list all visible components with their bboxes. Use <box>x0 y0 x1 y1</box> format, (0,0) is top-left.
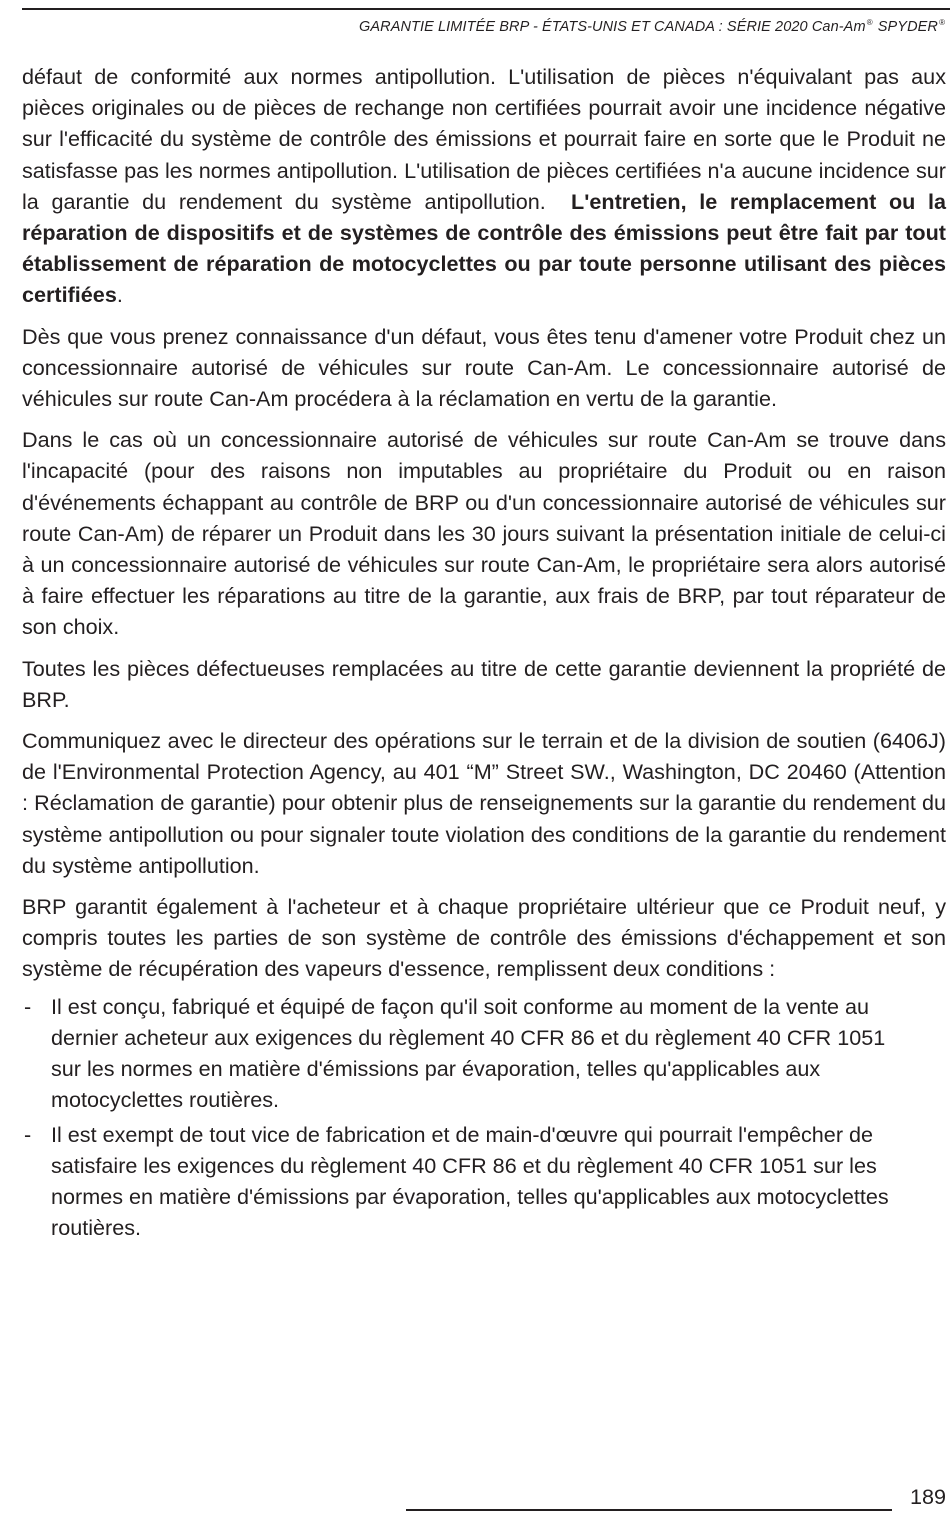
dash-bullet: - <box>24 1121 32 1147</box>
paragraph-two-conditions: BRP garantit également à l'acheteur et à chaque propriétaire ultérieur que ce Produit neuf, y compris toutes les parties de son système de contrôle des émissions d'échappement et son système de récupération des vapeurs d'essence, remplissent deux conditions : <box>22 894 946 982</box>
registered-mark: ® <box>866 18 873 27</box>
list-item-text: Il est conçu, fabriqué et équipé de façon qu'il soit conforme au moment de la vente au dernier acheteur aux exigences du règlement 40 CFR 86 et du règlement 40 CFR 1051 sur les normes en matière d'émissions par évaporation, telles qu'applicables aux motocyclettes routières. <box>51 993 886 1113</box>
list-item <box>22 991 946 1116</box>
list-item <box>22 1119 946 1244</box>
list-item-text: Il est exempt de tout vice de fabrication et de main-d'œuvre qui pourrait l'empêcher de satisfaire les exigences du règlement 40 CFR 86 et du règlement 40 CFR 1051 sur les normes en matière d'émissions par évaporation, telles qu'applicables aux motocyclettes routières. <box>51 1121 889 1241</box>
header-rule <box>22 8 950 10</box>
paragraph-defect-notice: Dès que vous prenez connaissance d'un défaut, vous êtes tenu d'amener votre Produit chez un concessionnaire autorisé de véhicules sur route Can-Am. Le concessionnaire autorisé de véhicules sur route Can-Am procédera à la réclamation en vertu de la garantie. <box>22 323 946 412</box>
conditions-list <box>22 991 946 1244</box>
running-title-part2: SPYDER <box>877 19 938 35</box>
dash-bullet: - <box>24 993 32 1019</box>
paragraph-emissions-parts <box>22 61 946 311</box>
paragraph-defective-parts: Toutes les pièces défectueuses remplacées au titre de cette garantie deviennent la propriété de BRP. <box>22 655 946 712</box>
paragraph-text: défaut de conformité aux normes antipollution. L'utilisation de pièces n'équivalant pas aux pièces originales ou de pièces de rechange non certifiées pourrait avoir une incidence négative sur l'efficacité du système de contrôle des émissions et pourrait faire en sorte que le Produit ne satisfasse pas les normes antipollution. L'utilisation de pièces certifiées n'a aucune incidence sur la garantie du rendement du système antipollution. <box>22 64 946 214</box>
paragraph-dealer-incapacity: Dans le cas où un concessionnaire autorisé de véhicules sur route Can-Am se trouve dans l'incapacité (pour des raisons non imputables au propriétaire du Produit ou en raison d'événements échappant au contrôle de BRP ou d'un concessionnaire autorisé de véhicules sur route Can-Am) de réparer un Produit dans les 30 jours suivant la présentation initiale de celui-ci à un concessionnaire autorisé de véhicules sur route Can-Am, le propriétaire sera alors autorisé à faire effectuer les réparations au titre de la garantie, aux frais de BRP, par tout réparateur de son choix. <box>22 427 946 640</box>
paragraph-epa-contact: Communiquez avec le directeur des opérations sur le terrain et de la division de soutien (6406J) de l'Environmental Protection Agency, au 401 “M” Street SW., Washington, DC 20460 (Attention : Réclamation de garantie) pour obtenir plus de renseignements sur la garantie du rendement du système antipollution ou pour signaler toute violation des conditions de la garantie du rendement du système antipollution. <box>22 728 946 878</box>
running-header <box>22 13 946 37</box>
page-body <box>22 61 946 1246</box>
running-title-part1: GARANTIE LIMITÉE BRP - ÉTATS-UNIS ET CANADA : SÉRIE 2020 Can-Am <box>358 19 866 35</box>
paragraph-end: . <box>116 282 123 308</box>
registered-mark: ® <box>939 18 945 27</box>
page-number: 189 <box>909 1484 946 1509</box>
footer-rule <box>406 1509 892 1511</box>
bold-statement: L'entretien, le remplacement ou la réparation de dispositifs et de systèmes de contrôle des émissions peut être fait par tout établissement de réparation de motocyclettes ou par toute personne utilisant des pièces certifiées <box>22 188 947 308</box>
